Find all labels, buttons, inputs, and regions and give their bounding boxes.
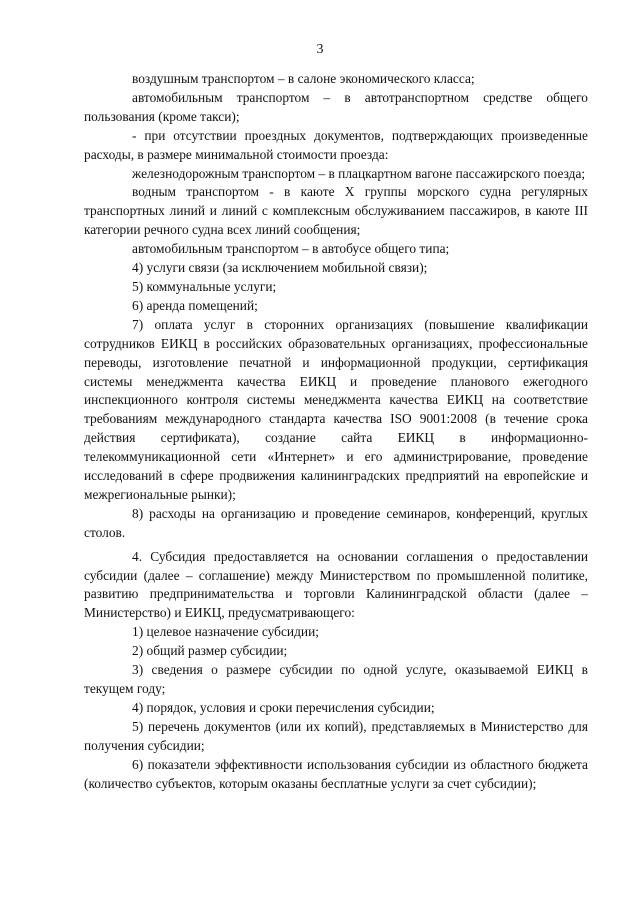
paragraph-bus-transport: автомобильным транспортом – в автобусе общего типа; [132,241,450,257]
agreement-item-indicators: 6) показатели эффективности использования субсидии из областного бюджета (количество субъектов, которым оказаны бесплатные услуги за счет субсидии); [84,756,588,791]
agreement-item-purpose: 1) целевое назначение субсидии; [132,624,319,640]
paragraph-auto-transport: автомобильным транспортом – в автотранспортном средстве общего пользования (кроме такси); [84,89,588,124]
agreement-item-procedure: 4) порядок, условия и сроки перечисления субсидии; [132,699,435,715]
page-number: 3 [316,42,324,57]
list-item-third-party-services: 7) оплата услуг в сторонних организациях (повышение квалификации сотрудников ЕИКЦ в российских образовательных организациях, профессиональные переводы, изготовление печатной и информационной продукции, сертификация системы менеджмента качества ЕИКЦ и проведение планового ежегодного инспекционного контроля системы менеджмента качества ЕИКЦ на соответствие требованиям международного стандарта качества ISO 9001:2008 (в течение срока действия сертификата), создание сайта ЕИКЦ в информационно-телекоммуникационной сети «Интернет» и его администрирование, проведение исследований в сфере продвижения калининградских предприятий на европейские и межрегиональные рынки); [84,316,588,502]
paragraph-no-documents: - при отсутствии проездных документов, подтверждающих произведенные расходы, в размере минимальной стоимости проезда: [84,127,588,162]
list-item-communication: 4) услуги связи (за исключением мобильной связи); [132,260,428,276]
agreement-item-documents: 5) перечень документов (или их копий), представляемых в Министерство для получения субсидии; [84,718,588,753]
document-body [84,70,588,793]
list-item-seminars: 8) расходы на организацию и проведение семинаров, конференций, круглых столов. [84,505,588,540]
agreement-item-per-service: 3) сведения о размере субсидии по одной услуге, оказываемой ЕИКЦ в текущем году; [84,662,588,696]
paragraph-rail-transport: железнодорожным транспортом – в плацкартном вагоне пассажирского поезда; [132,165,586,181]
agreement-item-amount: 2) общий размер субсидии; [132,643,288,659]
list-item-utilities: 5) коммунальные услуги; [132,278,277,294]
paragraph-air-transport: воздушным транспортом – в салоне экономического класса; [132,71,475,86]
paragraph-water-transport: водным транспортом - в каюте X группы морского судна регулярных транспортных линий и линий с комплексным обслуживанием пассажиров, в каюте III категории речного судна всех линий сообщения; [84,184,588,238]
list-item-rent: 6) аренда помещений; [132,297,258,313]
clause-4-subsidy: 4. Субсидия предоставляется на основании соглашения о предоставлении субсидии (далее – соглашение) между Министерством по промышленной политике, развитию предпринимательства и торговли Калининградской области (далее – Министерство) и ЕИКЦ, предусматривающего: [84,548,588,621]
